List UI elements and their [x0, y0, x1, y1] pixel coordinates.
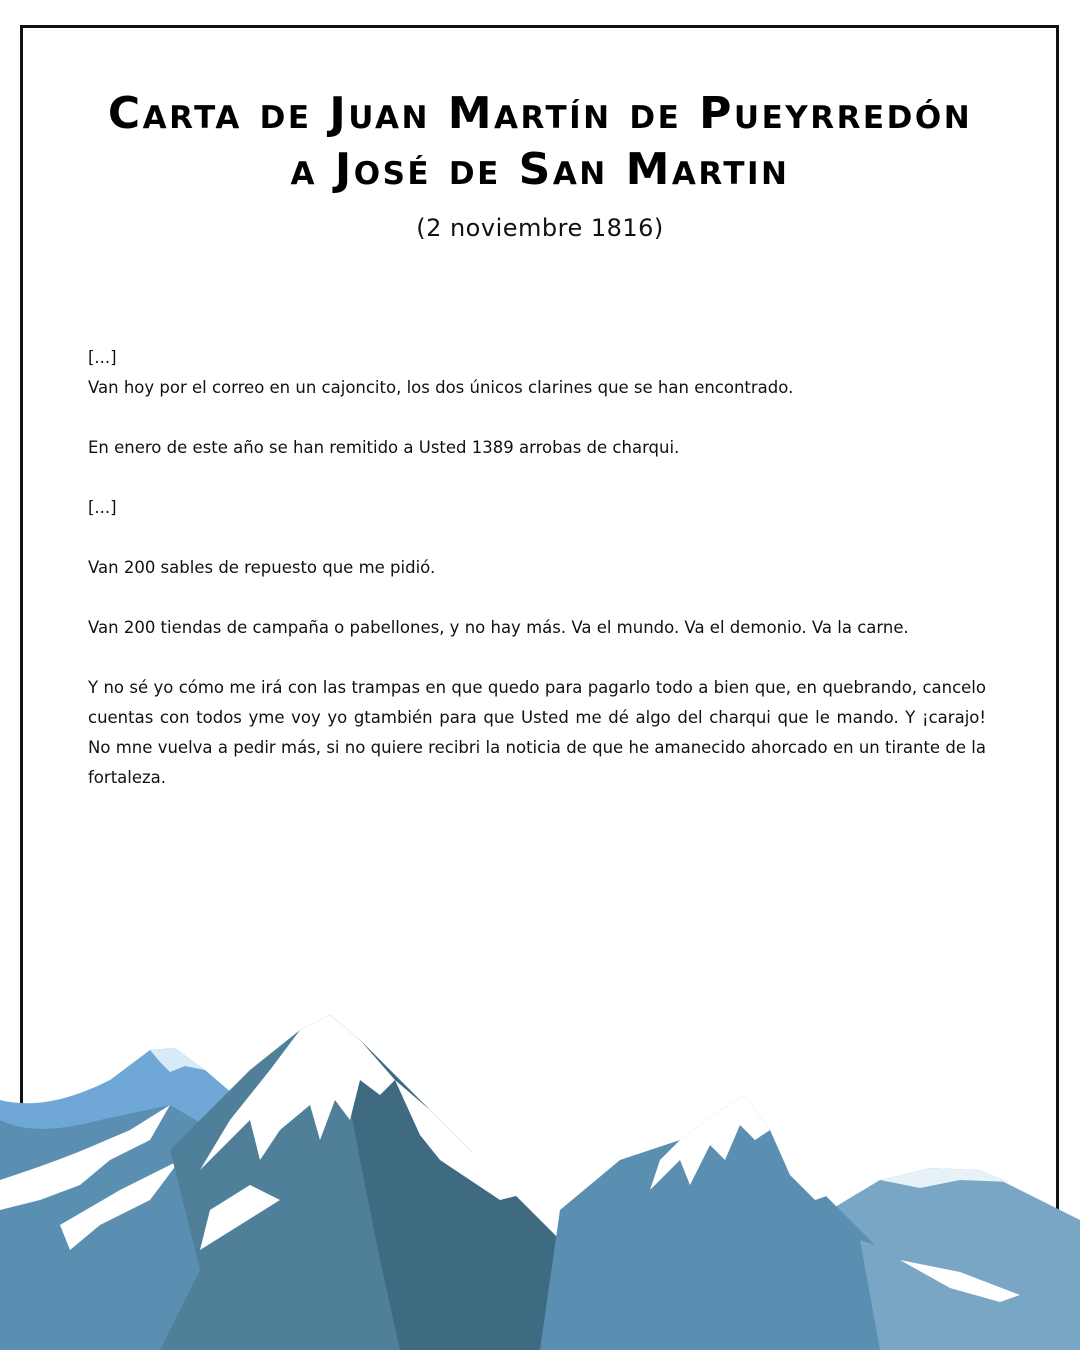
paragraph-clarines: Van hoy por el correo en un cajoncito, los dos únicos clarines que se han encontrado. [88, 378, 794, 397]
letter-date: (2 noviembre 1816) [416, 214, 664, 242]
paragraph-charqui: En enero de este año se han remitido a Usted 1389 arrobas de charqui. [88, 438, 680, 457]
letter-title-line-2: a José de San Martin [290, 144, 790, 195]
paragraph-sables: Van 200 sables de repuesto que me pidió. [88, 558, 436, 577]
ellipsis-middle: [...] [88, 498, 117, 517]
mountain-range-illustration [0, 1010, 1080, 1350]
letter-title [40, 86, 1040, 198]
paragraph-closing: Y no sé yo cómo me irá con las trampas en que quedo para pagarlo todo a bien que, en quebrando, cancelo cuentas con todos yme voy yo gtambién para que Usted me dé algo del charqui que le mando. Y ¡carajo! No mne vuelva a pedir más, si no quiere recibri la noticia de que he amanecido ahorcado en un tirante de la fortaleza. [88, 678, 986, 787]
paragraph-tiendas: Van 200 tiendas de campaña o pabellones, y no hay más. Va el mundo. Va el demonio. Va la carne. [88, 618, 909, 637]
ellipsis-opening: [...] [88, 348, 117, 367]
letter-body [88, 343, 986, 823]
letter-title-line-1: Carta de Juan Martín de Pueyrredón [107, 88, 973, 139]
